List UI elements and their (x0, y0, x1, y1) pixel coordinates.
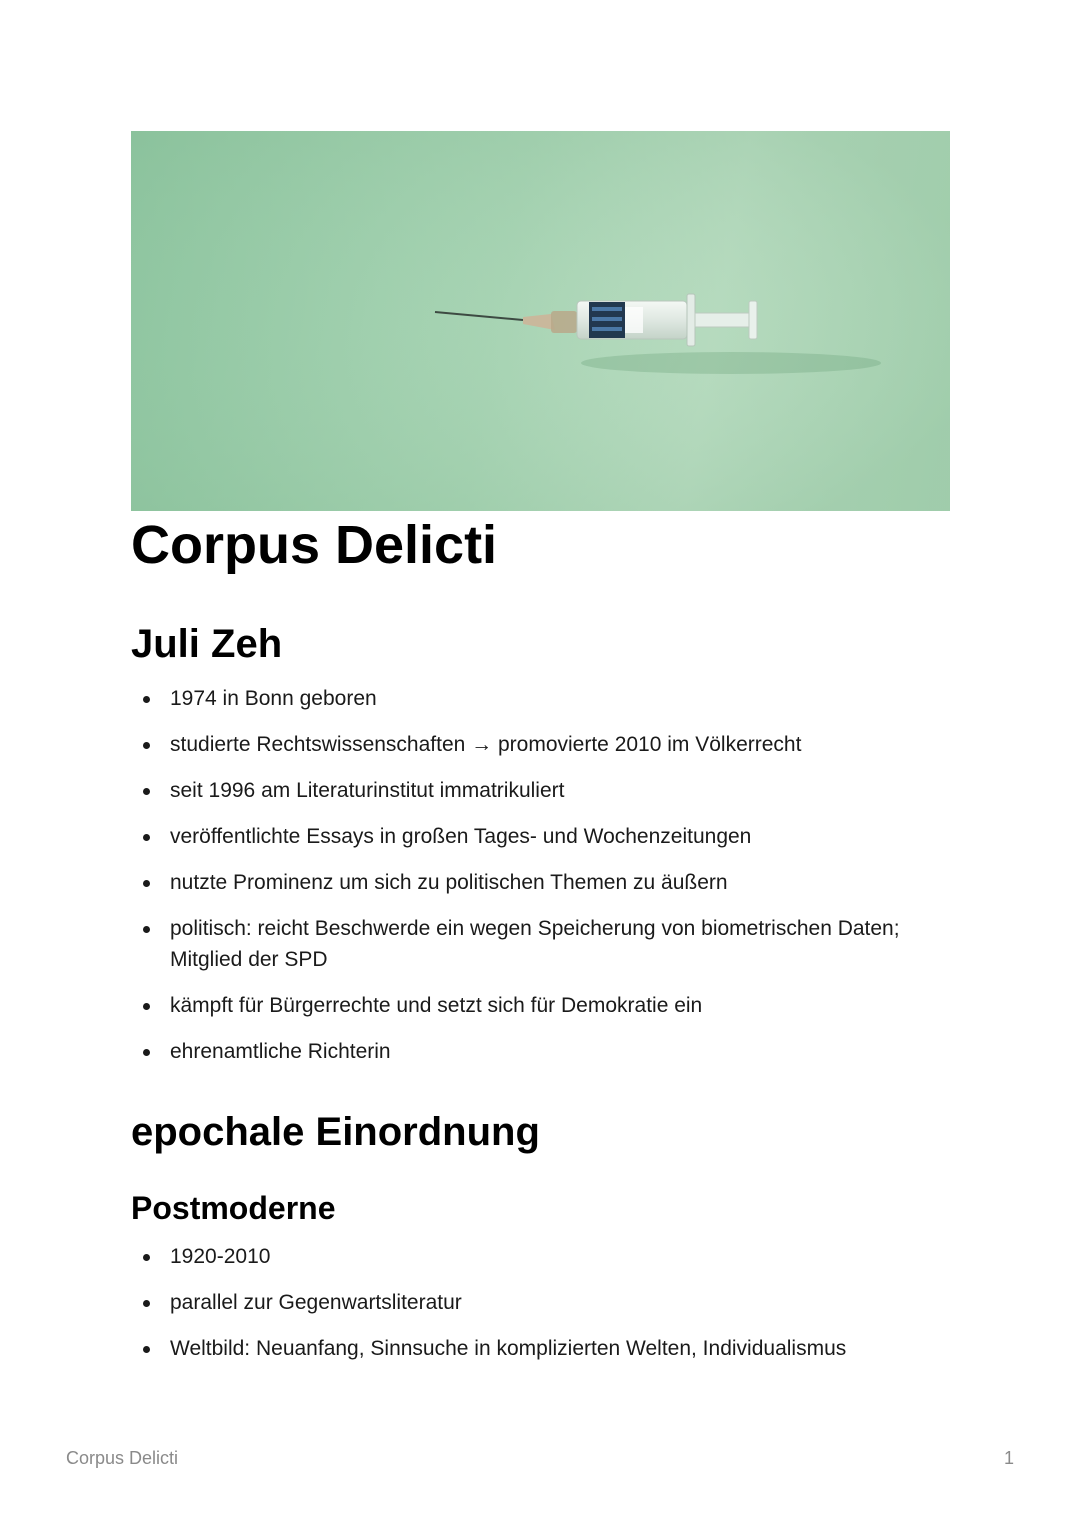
syringe-illustration (131, 131, 950, 511)
bullet-icon (143, 880, 150, 887)
bullet-icon (143, 696, 150, 703)
epoch-heading: epochale Einordnung (131, 1110, 540, 1154)
list-item: parallel zur Gegenwartsliteratur (131, 1287, 951, 1318)
list-item: studierte Rechtswissenschaften → promovierte 2010 im Völkerrecht (131, 729, 951, 760)
list-item: nutzte Prominenz um sich zu politischen Themen zu äußern (131, 867, 951, 898)
list-item: seit 1996 am Literaturinstitut immatrikuliert (131, 775, 951, 806)
bullet-icon (143, 1254, 150, 1261)
bullet-icon (143, 788, 150, 795)
document-title: Corpus Delicti (131, 515, 498, 575)
author-heading: Juli Zeh (131, 622, 283, 666)
list-item: ehrenamtliche Richterin (131, 1036, 951, 1067)
author-facts-list (131, 683, 951, 1082)
bullet-icon (143, 742, 150, 749)
epoch-facts-list (131, 1241, 951, 1379)
bullet-icon (143, 1003, 150, 1010)
bullet-icon (143, 834, 150, 841)
footer-document-name: Corpus Delicti (66, 1448, 179, 1468)
bullet-icon (143, 1049, 150, 1056)
list-item: Weltbild: Neuanfang, Sinnsuche in komplizierten Welten, Individualismus (131, 1333, 951, 1364)
bullet-icon (143, 926, 150, 933)
list-item: kämpft für Bürgerrechte und setzt sich für Demokratie ein (131, 990, 951, 1021)
epoch-subheading: Postmoderne (131, 1190, 336, 1226)
list-item: 1974 in Bonn geboren (131, 683, 951, 714)
list-item: veröffentlichte Essays in großen Tages- und Wochenzeitungen (131, 821, 951, 852)
list-item: 1920-2010 (131, 1241, 951, 1272)
bullet-icon (143, 1300, 150, 1307)
bullet-icon (143, 1346, 150, 1353)
cover-image (131, 131, 950, 511)
list-item: politisch: reicht Beschwerde ein wegen Speicherung von biometrischen Daten; Mitglied der SPD (131, 913, 951, 975)
footer-page-number: 1 (1003, 1448, 1014, 1468)
